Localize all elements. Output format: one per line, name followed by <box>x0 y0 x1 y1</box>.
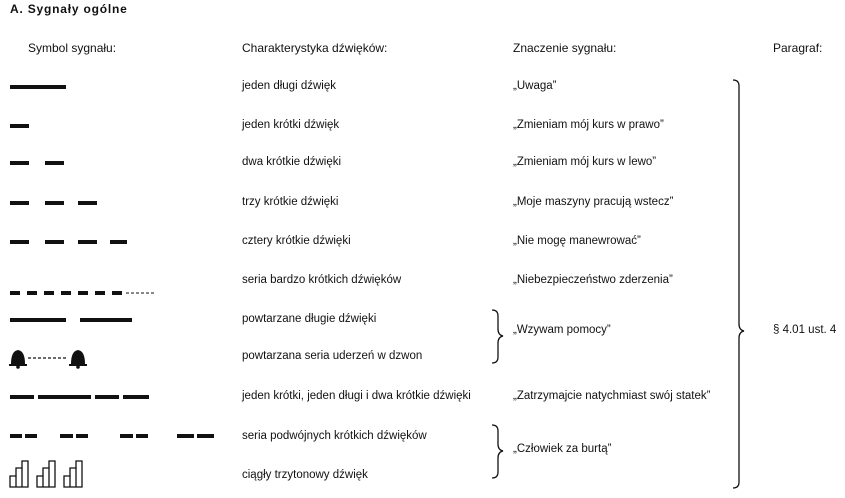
short-long-short-short-icon <box>10 395 149 399</box>
row-10-meaning: „Człowiek za burtą” <box>513 443 612 455</box>
three-short-blasts-icon <box>10 201 97 205</box>
double-short-blasts-series-icon <box>10 434 214 438</box>
brace-rows-10-11 <box>492 425 503 478</box>
header-meaning: Znaczenie sygnału: <box>513 41 617 55</box>
very-short-blasts-series-icon <box>10 291 154 295</box>
row-2-meaning: „Zmieniam mój kurs w prawo” <box>513 119 664 131</box>
page-title: A. Sygnały ogólne <box>10 2 128 16</box>
row-5-meaning: „Nie mogę manewrować” <box>513 235 641 247</box>
row-1-meaning: „Uwaga” <box>513 80 557 92</box>
brace-paragraph-range <box>733 80 744 488</box>
bell-strokes-icon <box>9 350 87 369</box>
row-4-meaning: „Moje maszyny pracują wstecz” <box>513 196 674 208</box>
row-9-meaning: „Zatrzymajcie natychmiast swój statek” <box>513 390 711 402</box>
four-short-blasts-icon <box>10 240 127 244</box>
row-6-characteristic: seria bardzo krótkich dźwięków <box>242 274 402 286</box>
three-tone-sound-icon <box>10 461 82 487</box>
repeated-long-blasts-icon <box>10 318 132 322</box>
row-10-characteristic: seria podwójnych krótkich dźwięków <box>242 430 427 442</box>
row-3-characteristic: dwa krótkie dźwięki <box>242 156 342 168</box>
header-paragraph: Paragraf: <box>773 41 823 55</box>
long-blast-icon <box>10 85 66 89</box>
row-11-characteristic: ciągły trzytonowy dźwięk <box>242 469 368 481</box>
paragraph-reference: § 4.01 ust. 4 <box>773 324 837 336</box>
short-blast-icon <box>10 124 29 128</box>
header-symbol: Symbol sygnału: <box>28 41 117 55</box>
row-7-meaning: „Wzywam pomocy” <box>513 324 611 336</box>
brace-rows-7-8 <box>492 310 503 363</box>
two-short-blasts-icon <box>10 161 64 165</box>
row-6-meaning: „Niebezpieczeństwo zderzenia” <box>513 274 673 286</box>
row-5-characteristic: cztery krótkie dźwięki <box>242 235 351 247</box>
row-4-characteristic: trzy krótkie dźwięki <box>242 196 339 208</box>
row-8-characteristic: powtarzana seria uderzeń w dzwon <box>242 350 423 362</box>
row-9-characteristic: jeden krótki, jeden długi i dwa krótkie dźwięki <box>242 390 471 402</box>
row-1-characteristic: jeden długi dźwięk <box>242 80 336 92</box>
row-3-meaning: „Zmieniam mój kurs w lewo” <box>513 156 657 168</box>
row-2-characteristic: jeden krótki dźwięk <box>242 119 340 131</box>
row-7-characteristic: powtarzane długie dźwięki <box>242 313 377 325</box>
header-characteristic: Charakterystyka dźwięków: <box>242 41 388 55</box>
